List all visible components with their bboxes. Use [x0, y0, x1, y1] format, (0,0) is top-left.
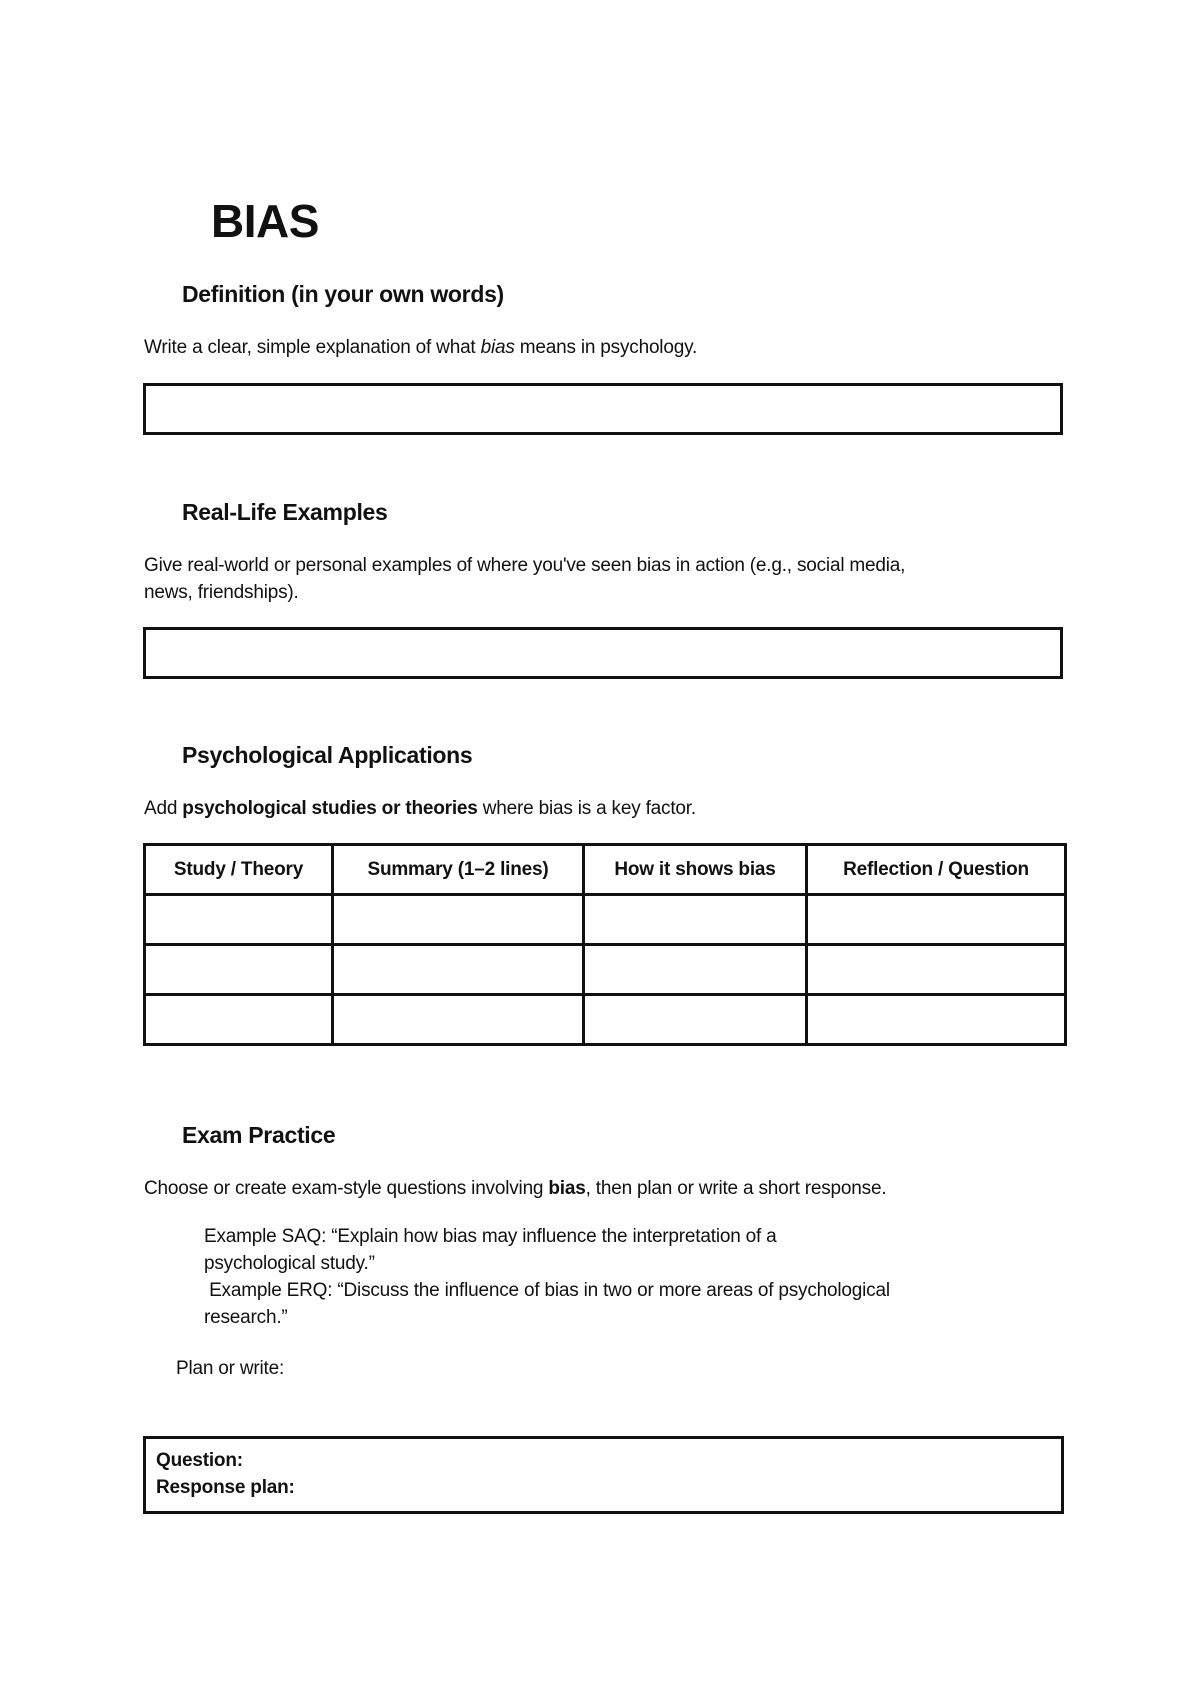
- table-cell[interactable]: [145, 945, 333, 995]
- table-cell[interactable]: [584, 895, 807, 945]
- applications-heading: Psychological Applications: [182, 742, 473, 768]
- column-header-reflection-question: Reflection / Question: [807, 845, 1066, 895]
- definition-instruction-em: bias: [480, 337, 515, 358]
- page-title: BIAS: [211, 195, 319, 247]
- table-cell[interactable]: [807, 995, 1066, 1045]
- examples-instruction-line1: Give real-world or personal examples of where you've seen bias in action (e.g., social media,: [144, 555, 906, 576]
- table-row: [145, 945, 1066, 995]
- exam-heading: Exam Practice: [182, 1122, 336, 1148]
- table-cell[interactable]: [333, 945, 584, 995]
- exam-instruction: [144, 1175, 886, 1202]
- table-cell[interactable]: [145, 995, 333, 1045]
- plan-label: Plan or write:: [176, 1358, 285, 1379]
- exam-instruction-bold: bias: [548, 1178, 586, 1199]
- column-header-summary: Summary (1–2 lines): [333, 845, 584, 895]
- applications-table: [143, 843, 1067, 1046]
- example-saq-line2: psychological study.”: [204, 1253, 375, 1274]
- response-plan-label: Response plan:: [156, 1477, 295, 1498]
- table-header-row: [145, 845, 1066, 895]
- table-row: [145, 995, 1066, 1045]
- table-cell[interactable]: [584, 995, 807, 1045]
- definition-instruction-post: means in psychology.: [514, 337, 698, 358]
- table-cell[interactable]: [333, 895, 584, 945]
- definition-instruction: [144, 334, 697, 361]
- table-cell[interactable]: [584, 945, 807, 995]
- definition-answer-box[interactable]: [143, 383, 1063, 435]
- definition-instruction-pre: Write a clear, simple explanation of what: [144, 337, 481, 358]
- table-cell[interactable]: [807, 895, 1066, 945]
- applications-instruction-pre: Add: [144, 798, 183, 819]
- examples-instruction: [144, 552, 905, 606]
- applications-instruction-bold: psychological studies or theories: [182, 798, 478, 819]
- example-saq-line1: Example SAQ: “Explain how bias may influence the interpretation of a: [204, 1226, 777, 1247]
- column-header-study-theory: Study / Theory: [145, 845, 333, 895]
- exam-instruction-pre: Choose or create exam-style questions involving: [144, 1178, 549, 1199]
- table-row: [145, 895, 1066, 945]
- table-cell[interactable]: [807, 945, 1066, 995]
- definition-heading: Definition (in your own words): [182, 281, 504, 307]
- example-erq-line2: research.”: [204, 1307, 288, 1328]
- applications-instruction: [144, 795, 696, 822]
- exam-instruction-post: , then plan or write a short response.: [585, 1178, 887, 1199]
- table-cell[interactable]: [333, 995, 584, 1045]
- applications-instruction-post: where bias is a key factor.: [477, 798, 696, 819]
- table-cell[interactable]: [145, 895, 333, 945]
- examples-heading: Real-Life Examples: [182, 499, 388, 525]
- column-header-how-it-shows-bias: How it shows bias: [584, 845, 807, 895]
- examples-answer-box[interactable]: [143, 627, 1063, 679]
- exam-examples: [204, 1223, 1024, 1331]
- exam-response-box[interactable]: [143, 1436, 1064, 1514]
- question-label: Question:: [156, 1450, 243, 1471]
- examples-instruction-line2: news, friendships).: [144, 582, 299, 603]
- example-erq-line1: Example ERQ: “Discuss the influence of bias in two or more areas of psychological: [204, 1280, 890, 1301]
